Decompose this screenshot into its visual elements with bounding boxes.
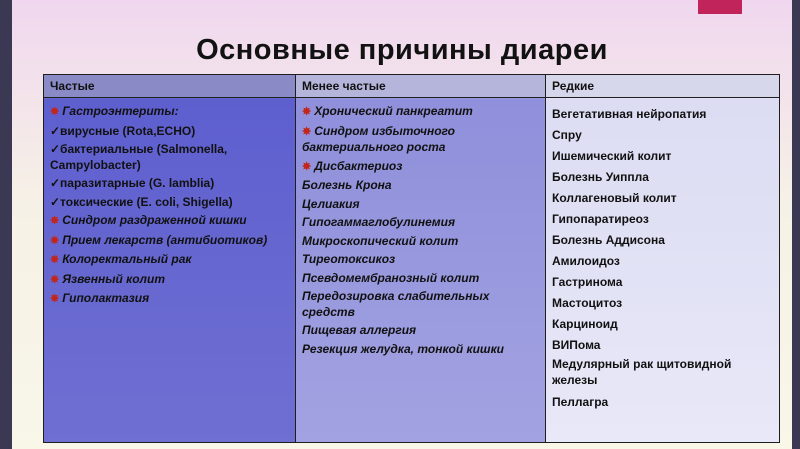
bullet-icon: ✸ [50,273,60,286]
accent-bar [698,0,742,14]
bullet-icon: ✸ [50,234,60,247]
list-item-text: Синдром раздраженной кишки [62,213,247,227]
causes-table [43,74,780,443]
list-item-text: Гипогаммаглобулинемия [302,215,456,229]
list-item [302,271,545,287]
bullet-icon: ✸ [50,106,60,118]
bullet-icon: ✸ [302,125,312,138]
list-item [50,213,295,230]
list-item: ВИПома [552,338,601,352]
list-item [50,291,295,308]
list-item: Ишемический колит [552,149,672,163]
list-item [302,104,545,121]
list-item [302,342,545,358]
list-item-text: Прием лекарств (антибиотиков) [62,232,268,247]
bullet-icon: ✸ [50,254,60,266]
list-item-text: Язвенный колит [62,271,165,286]
list-item [302,289,545,320]
table-header-row [44,75,780,98]
list-item-text: Резекция желудка, тонкой кишки [302,341,505,356]
list-item [302,252,545,268]
list-item-text: Микроскопический колит [302,233,459,248]
list-item-text: Пищевая аллергия [302,323,417,337]
list-item-text: Гиполактазия [62,291,150,305]
list-item-text: ✓паразитарные (G. lamblia) [50,176,215,190]
bullet-icon: ✸ [50,215,60,227]
list-item: Коллагеновый колит [552,191,677,205]
list-item [302,234,545,250]
list-item [50,272,295,289]
list-item: Амилоидоз [552,254,620,268]
list-item [302,159,545,176]
frequent-column [44,98,296,443]
list-item [302,124,545,156]
list-item [50,176,295,192]
bullet-icon: ✸ [50,293,60,305]
list-item: Гипопаратиреоз [552,212,649,226]
list-item: Спру [552,128,582,142]
list-item: Медулярный рак щитовидной железы [552,357,732,387]
list-item-text: Болезнь Крона [302,178,392,192]
bullet-icon: ✸ [302,106,312,118]
list-item-text: Дисбактериоз [314,158,403,173]
list-item [50,233,295,250]
list-item [302,197,545,213]
list-item-text: Хронический панкреатит [314,104,473,118]
list-item: Мастоцитоз [552,296,623,310]
list-item [50,142,295,173]
list-item: Вегетативная нейропатия [552,107,707,121]
list-item: Болезнь Уиппла [552,170,649,184]
list-item [302,215,545,231]
rare-column [546,98,780,443]
list-item-text: Целиакия [302,196,360,211]
less-frequent-column [296,98,546,443]
table-body-row [44,98,780,443]
header-less-frequent: Менее частые [296,75,546,98]
list-item: Гастринома [552,275,623,289]
list-item [50,195,295,211]
list-item-text: Колоректальный рак [62,252,192,266]
list-item-text: Синдром избыточного бактериального роста [302,123,455,154]
list-item: Карциноид [552,317,618,331]
list-item: Пеллагра [552,395,609,409]
slide-title: Основные причины диареи [196,34,608,66]
list-item-text: ✓бактериальные (Salmonella, Campylobacter) [50,142,228,172]
slide [12,0,792,449]
list-item [50,124,295,140]
list-item-text: ✓токсические (E. coli, Shigella) [50,194,233,209]
list-item-text: ✓вирусные (Rota,ECHO) [50,123,196,138]
list-item [302,178,545,194]
list-item-text: Псевдомембранозный колит [302,270,480,285]
list-item [50,104,295,121]
list-item [50,252,295,269]
list-item [302,323,545,339]
list-item-text: Тиреотоксикоз [302,252,396,266]
header-rare: Редкие [546,75,780,98]
list-item-text: Передозировка слабительных средств [302,289,490,319]
header-frequent: Частые [44,75,296,98]
list-item: Болезнь Аддисона [552,233,665,247]
bullet-icon: ✸ [302,160,312,173]
list-item-text: Гастроэнтериты: [62,104,179,118]
